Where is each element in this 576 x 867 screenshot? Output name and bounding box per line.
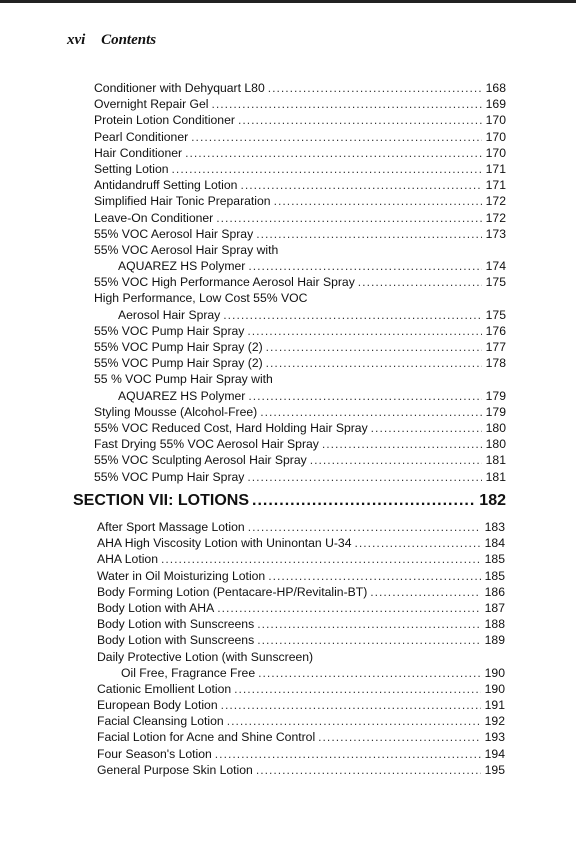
toc-entry[interactable]	[94, 323, 506, 339]
toc-entry-label: Body Lotion with Sunscreens	[97, 633, 255, 648]
toc-entry-page: 175	[485, 275, 506, 290]
toc-entry-label: 55% VOC Sculpting Aerosol Hair Spray	[94, 453, 307, 468]
leader-dots	[247, 323, 482, 339]
toc-entry-label: 55% VOC High Performance Aerosol Hair Spray	[94, 275, 355, 290]
leader-dots	[227, 713, 481, 729]
toc-entry-page: 185	[484, 568, 505, 583]
leader-dots	[310, 452, 482, 468]
leader-dots	[216, 210, 482, 226]
toc-entry-label: Body Lotion with Sunscreens	[97, 617, 255, 632]
toc-entry-page: 170	[485, 145, 506, 160]
toc-entry-page: 183	[484, 520, 505, 534]
toc-entry-label: Leave-On Conditioner	[94, 210, 214, 225]
leader-dots	[322, 436, 482, 452]
toc-entry-label: Water in Oil Moisturizing Lotion	[97, 568, 266, 583]
leader-dots	[191, 129, 482, 145]
header-title: Contents	[101, 32, 157, 48]
toc-entry-page: 189	[484, 633, 505, 648]
toc-entry[interactable]	[97, 681, 505, 697]
toc-entry-label: Protein Lotion Conditioner	[94, 113, 235, 128]
toc-entry-label: Pearl Conditioner	[94, 129, 189, 144]
toc-entry-label: 55% VOC Pump Hair Spray	[94, 323, 245, 338]
toc-entry-page: 169	[485, 97, 506, 112]
running-header	[67, 32, 156, 49]
toc-entry[interactable]	[97, 632, 505, 648]
toc-entry-label: AHA Lotion	[97, 552, 158, 567]
toc-entry-label: 55% VOC Pump Hair Spray	[94, 469, 245, 484]
toc-entry-label: 55% VOC Aerosol Hair Spray with	[94, 242, 279, 257]
toc-entry[interactable]	[97, 616, 505, 632]
leader-dots	[370, 584, 481, 600]
toc-entry-label: High Performance, Low Cost 55% VOC	[94, 291, 308, 306]
leader-dots	[257, 632, 481, 648]
leader-dots	[211, 96, 482, 112]
leader-dots	[256, 762, 481, 778]
toc-entry-label: Facial Cleansing Lotion	[97, 714, 224, 729]
toc-entry[interactable]	[94, 177, 506, 193]
toc-entry-page: 188	[484, 617, 505, 632]
toc-entry-label: 55 % VOC Pump Hair Spray with	[94, 372, 273, 387]
toc-entry-page: 180	[485, 420, 506, 435]
toc-entry[interactable]	[94, 436, 506, 452]
toc-entry-label: 55% VOC Reduced Cost, Hard Holding Hair Spray	[94, 420, 368, 435]
toc-entry[interactable]	[97, 665, 505, 681]
toc-entry[interactable]	[97, 697, 505, 713]
toc-entry-page: 176	[485, 323, 506, 338]
toc-entry-label: AHA High Viscosity Lotion with Uninontan U-34	[97, 536, 352, 551]
toc-entry[interactable]	[94, 193, 506, 209]
toc-entry-label: Simplified Hair Tonic Preparation	[94, 194, 271, 209]
toc-entry[interactable]	[94, 210, 506, 226]
toc-entry-page: 184	[484, 536, 505, 551]
toc-entry-page: 177	[485, 340, 506, 354]
toc-entry-label: Body Lotion with AHA	[97, 600, 215, 615]
toc-entry-page: 172	[485, 210, 506, 225]
toc-entry-page: 181	[485, 469, 506, 484]
toc-entry[interactable]	[94, 112, 506, 128]
toc-entry[interactable]	[94, 452, 506, 468]
toc-entry[interactable]	[94, 242, 506, 258]
leader-dots	[240, 177, 482, 193]
toc-entry-page: 171	[485, 161, 506, 176]
toc-entry-page: 172	[485, 194, 506, 209]
leader-dots	[248, 258, 482, 274]
toc-entry[interactable]	[94, 469, 506, 485]
toc-entry[interactable]	[94, 161, 506, 177]
toc-entry-label: Daily Protective Lotion (with Sunscreen)	[97, 649, 314, 664]
toc-list-top	[94, 80, 506, 485]
toc-entry-page: 173	[485, 226, 506, 241]
toc-entry-label: After Sport Massage Lotion	[97, 520, 245, 534]
toc-entry-page: 186	[484, 584, 505, 599]
toc-entry[interactable]	[97, 519, 505, 535]
leader-dots	[247, 469, 482, 485]
toc-entry[interactable]	[94, 96, 506, 112]
section-page: 182	[479, 492, 506, 509]
leader-dots	[256, 226, 482, 242]
toc-entry-label: Facial Lotion for Acne and Shine Control	[97, 730, 316, 745]
leader-dots	[185, 145, 482, 161]
toc-entry-page: 180	[485, 437, 506, 452]
leader-dots	[257, 616, 481, 632]
toc-entry-page: 190	[484, 665, 505, 680]
section-title: SECTION VII: LOTIONS	[73, 492, 250, 509]
toc-entry-label: Overnight Repair Gel	[94, 97, 209, 112]
toc-entry-label: Four Season's Lotion	[97, 746, 212, 761]
toc-entry[interactable]	[94, 290, 506, 306]
toc-entry-label: AQUAREZ HS Polymer	[118, 259, 246, 274]
section-leader-dots	[252, 492, 476, 510]
toc-entry-page: 171	[485, 178, 506, 193]
toc-entry[interactable]	[97, 729, 505, 745]
leader-dots	[234, 681, 481, 697]
toc-entry-label: 55% VOC Aerosol Hair Spray	[94, 226, 254, 241]
toc-entry-label: Styling Mousse (Alcohol-Free)	[94, 404, 258, 419]
toc-entry-page: 170	[485, 113, 506, 128]
section-heading[interactable]	[73, 492, 506, 510]
toc-entry-page: 178	[485, 356, 506, 371]
leader-dots	[217, 600, 481, 616]
toc-entry-page: 194	[484, 746, 505, 761]
toc-entry[interactable]	[94, 129, 506, 145]
toc-entry[interactable]	[94, 404, 506, 420]
toc-entry-label: European Body Lotion	[97, 698, 218, 713]
toc-entry[interactable]	[94, 307, 506, 323]
toc-entry-label: General Purpose Skin Lotion	[97, 762, 253, 777]
toc-entry-label: 55% VOC Pump Hair Spray (2)	[94, 340, 263, 354]
leader-dots	[221, 697, 481, 713]
toc-entry-page: 190	[484, 681, 505, 696]
leader-dots	[358, 274, 482, 290]
leader-dots	[172, 161, 482, 177]
toc-entry[interactable]	[94, 371, 506, 387]
toc-entry[interactable]	[97, 568, 505, 584]
toc-entry-label: Hair Conditioner	[94, 145, 183, 160]
toc-entry[interactable]	[97, 746, 505, 762]
leader-dots	[274, 193, 482, 209]
leader-dots	[371, 420, 482, 436]
toc-entry[interactable]	[94, 339, 506, 355]
leader-dots	[248, 519, 481, 535]
toc-entry[interactable]	[97, 535, 505, 551]
toc-entry[interactable]	[94, 258, 506, 274]
toc-entry[interactable]	[94, 80, 506, 96]
leader-dots	[238, 112, 482, 128]
toc-entry[interactable]	[94, 420, 506, 436]
leader-dots	[258, 665, 481, 681]
leader-dots	[318, 729, 481, 745]
leader-dots	[355, 535, 482, 551]
toc-entry-page: 185	[484, 552, 505, 567]
toc-entry[interactable]	[97, 551, 505, 567]
toc-list-bottom	[97, 519, 505, 778]
toc-entry-label: AQUAREZ HS Polymer	[118, 388, 246, 403]
toc-entry-label: Aerosol Hair Spray	[118, 307, 221, 322]
leader-dots	[260, 404, 482, 420]
toc-entry-page: 191	[484, 698, 505, 713]
toc-entry-label: Cationic Emollient Lotion	[97, 681, 232, 696]
toc-entry-label: 55% VOC Pump Hair Spray (2)	[94, 356, 263, 371]
toc-entry[interactable]	[97, 649, 505, 665]
toc-entry[interactable]	[97, 762, 505, 778]
toc-entry[interactable]	[97, 713, 505, 729]
leader-dots	[215, 746, 481, 762]
leader-dots	[266, 339, 482, 355]
leader-dots	[266, 355, 482, 371]
leader-dots	[161, 551, 481, 567]
toc-entry-label: Setting Lotion	[94, 161, 169, 176]
toc-entry-page: 193	[484, 730, 505, 745]
toc-entry-page: 179	[485, 388, 506, 403]
toc-entry-label: Conditioner with Dehyquart L80	[94, 81, 265, 95]
top-rule	[0, 0, 576, 3]
leader-dots	[248, 388, 482, 404]
leader-dots	[223, 307, 482, 323]
leader-dots	[268, 80, 482, 96]
toc-entry-page: 175	[485, 307, 506, 322]
toc-entry-page: 179	[485, 404, 506, 419]
toc-entry-page: 192	[484, 714, 505, 729]
toc-entry-page: 168	[485, 81, 506, 95]
toc-entry-page: 187	[484, 600, 505, 615]
toc-entry[interactable]	[94, 388, 506, 404]
toc-entry[interactable]	[97, 600, 505, 616]
toc-entry-page: 181	[485, 453, 506, 468]
toc-entry[interactable]	[94, 355, 506, 371]
toc-entry[interactable]	[94, 274, 506, 290]
leader-dots	[268, 568, 481, 584]
header-page-number: xvi	[67, 32, 86, 48]
toc-entry[interactable]	[94, 226, 506, 242]
toc-entry-page: 195	[484, 762, 505, 777]
toc-entry-label: Oil Free, Fragrance Free	[121, 665, 256, 680]
toc-entry-label: Fast Drying 55% VOC Aerosol Hair Spray	[94, 437, 319, 452]
toc-entry-page: 174	[485, 259, 506, 274]
toc-entry[interactable]	[97, 584, 505, 600]
toc-entry[interactable]	[94, 145, 506, 161]
toc-entry-page: 170	[485, 129, 506, 144]
toc-entry-label: Antidandruff Setting Lotion	[94, 178, 238, 193]
toc-entry-label: Body Forming Lotion (Pentacare-HP/Revitalin-BT)	[97, 584, 368, 599]
